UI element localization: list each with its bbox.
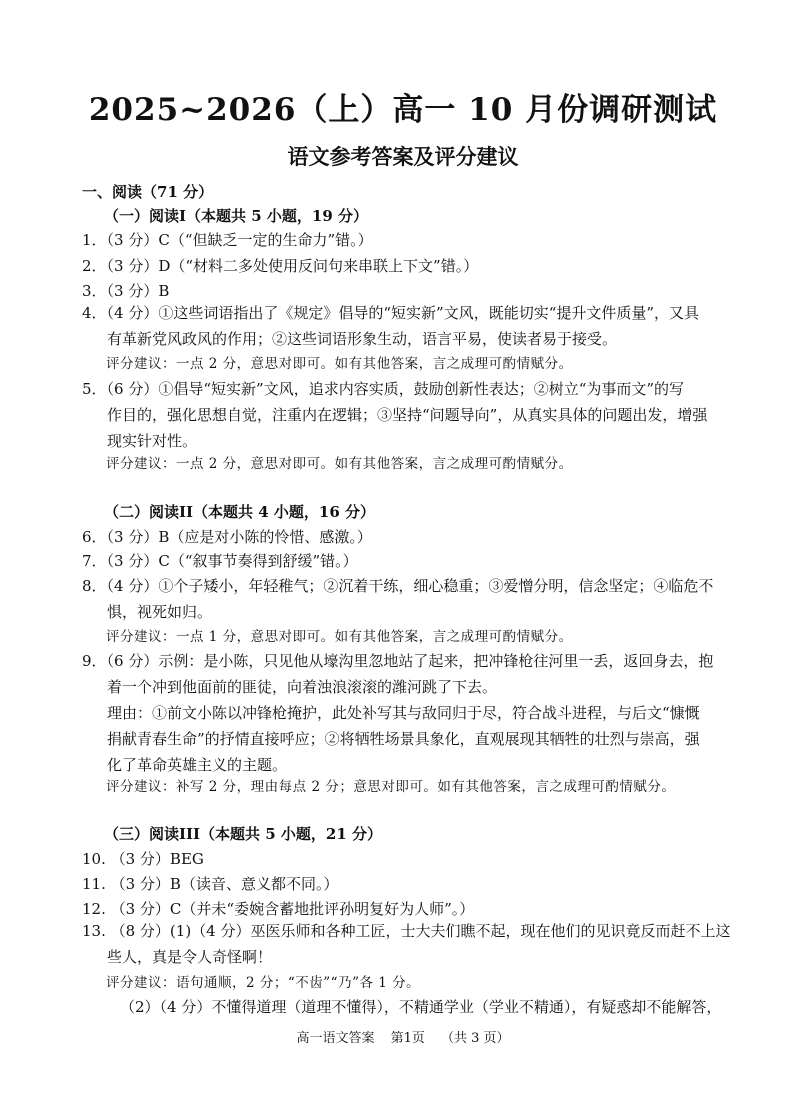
answer-q8-line: 惧，视死如归。: [107, 603, 213, 621]
part-reading-3-heading: （三）阅读III（本题共 5 小题，21 分）: [104, 825, 383, 843]
answer-q9-line: 9．（6 分）示例：是小陈，只见他从壕沟里忽地站了起来，把冲锋枪往河里一丢，返回身去，抱: [82, 652, 714, 670]
scoring-note-q13: 评分建议：语句通顺，2 分；“不齿”“乃”各 1 分。: [106, 975, 421, 991]
answer-q5: [82, 376, 707, 454]
answer-q7: 7．（3 分）C（“叙事节奏得到舒缓”错。）: [82, 552, 358, 570]
page-title: 2025~2026（上）高一 10 月份调研测试: [88, 92, 718, 128]
answer-q13-part2: （2）（4 分）不懂得道理（道理不懂得），不精通学业（学业不精通），有疑惑却不能解答，: [120, 998, 722, 1016]
answer-q5-line: 作目的，强化思想自觉，注重内在逻辑；③坚持“问题导向”，从真实具体的问题出发，增强: [107, 406, 708, 424]
answer-q9: [82, 648, 713, 778]
answer-q10: 10. （3 分）BEG: [82, 850, 204, 868]
answer-q6: 6．（3 分）B（应是对小陈的怜惜、感激。）: [82, 528, 372, 546]
answer-q4-line: 有革新党风政风的作用；②这些词语形象生动，语言平易，使读者易于接受。: [107, 330, 618, 348]
answer-q12: 12. （3 分）C（并未“委婉含蓄地批评孙明复好为人师”。）: [82, 900, 475, 918]
footer-total-pages: （共 3 页）: [441, 1031, 510, 1046]
page-subtitle: 语文参考答案及评分建议: [287, 144, 519, 169]
answer-q9-line: 捐献青春生命”的抒情直接呼应；②将牺牲场景具象化，直观展现其牺牲的壮烈与崇高，强: [107, 730, 700, 748]
answer-q8-line: 8．（4 分）①个子矮小，年轻稚气；②沉着干练，细心稳重；③爱憎分明，信念坚定；④临危不: [82, 577, 714, 595]
page-footer: [0, 1027, 806, 1046]
scoring-note-q8: 评分建议：一点 1 分，意思对即可。如有其他答案，言之成理可酌情赋分。: [106, 629, 573, 645]
scoring-note-q9: 评分建议：补写 2 分，理由每点 2 分；意思对即可。如有其他答案，言之成理可酌情赋分。: [106, 779, 676, 795]
footer-page-number: 第1页: [390, 1031, 425, 1046]
answer-q9-line: 着一个冲到他面前的匪徒，向着浊浪滚滚的潍河跳了下去。: [107, 678, 498, 696]
answer-q2: 2．（3 分）D（“材料二多处使用反问句来串联上下文”错。）: [82, 257, 479, 275]
scoring-note-q5: 评分建议：一点 2 分，意思对即可。如有其他答案，言之成理可酌情赋分。: [106, 456, 573, 472]
answer-q4: [82, 300, 699, 352]
part-reading-1-heading: （一）阅读I（本题共 5 小题，19 分）: [104, 207, 368, 225]
answer-q3: 3．（3 分）B: [82, 282, 170, 300]
answer-q13-line: 13. （8 分）(1)（4 分）巫医乐师和各种工匠，士大夫们瞧不起，现在他们的见识竟反而赶不上这: [82, 922, 731, 940]
answer-q13-line: 些人，真是令人奇怪啊！: [107, 948, 273, 966]
answer-q4-line: 4．（4 分）①这些词语指出了《规定》倡导的“短实新”文风，既能切实“提升文件质量”，又具: [82, 304, 700, 322]
footer-subject: 高一语文答案: [296, 1031, 375, 1046]
answer-q1: 1．（3 分）C（“但缺乏一定的生命力”错。）: [82, 231, 373, 249]
answer-q11: 11. （3 分）B（读音、意义都不同。）: [82, 875, 339, 893]
section-reading-heading: 一、阅读（71 分）: [82, 183, 214, 201]
part-reading-2-heading: （二）阅读II（本题共 4 小题，16 分）: [104, 503, 376, 521]
answer-q13: [82, 918, 731, 970]
answer-q9-line: 化了革命英雄主义的主题。: [107, 756, 288, 774]
answer-q9-line: 理由：①前文小陈以冲锋枪掩护，此处补写其与敌同归于尽，符合战斗进程，与后文“慷慨: [107, 704, 700, 722]
answer-q5-line: 现实针对性。: [107, 432, 198, 450]
scoring-note-q4: 评分建议：一点 2 分，意思对即可。如有其他答案，言之成理可酌情赋分。: [106, 356, 573, 372]
answer-q8: [82, 573, 713, 625]
answer-q5-line: 5．（6 分）①倡导“短实新”文风，追求内容实质，鼓励创新性表达；②树立“为事而文”的写: [82, 380, 685, 398]
